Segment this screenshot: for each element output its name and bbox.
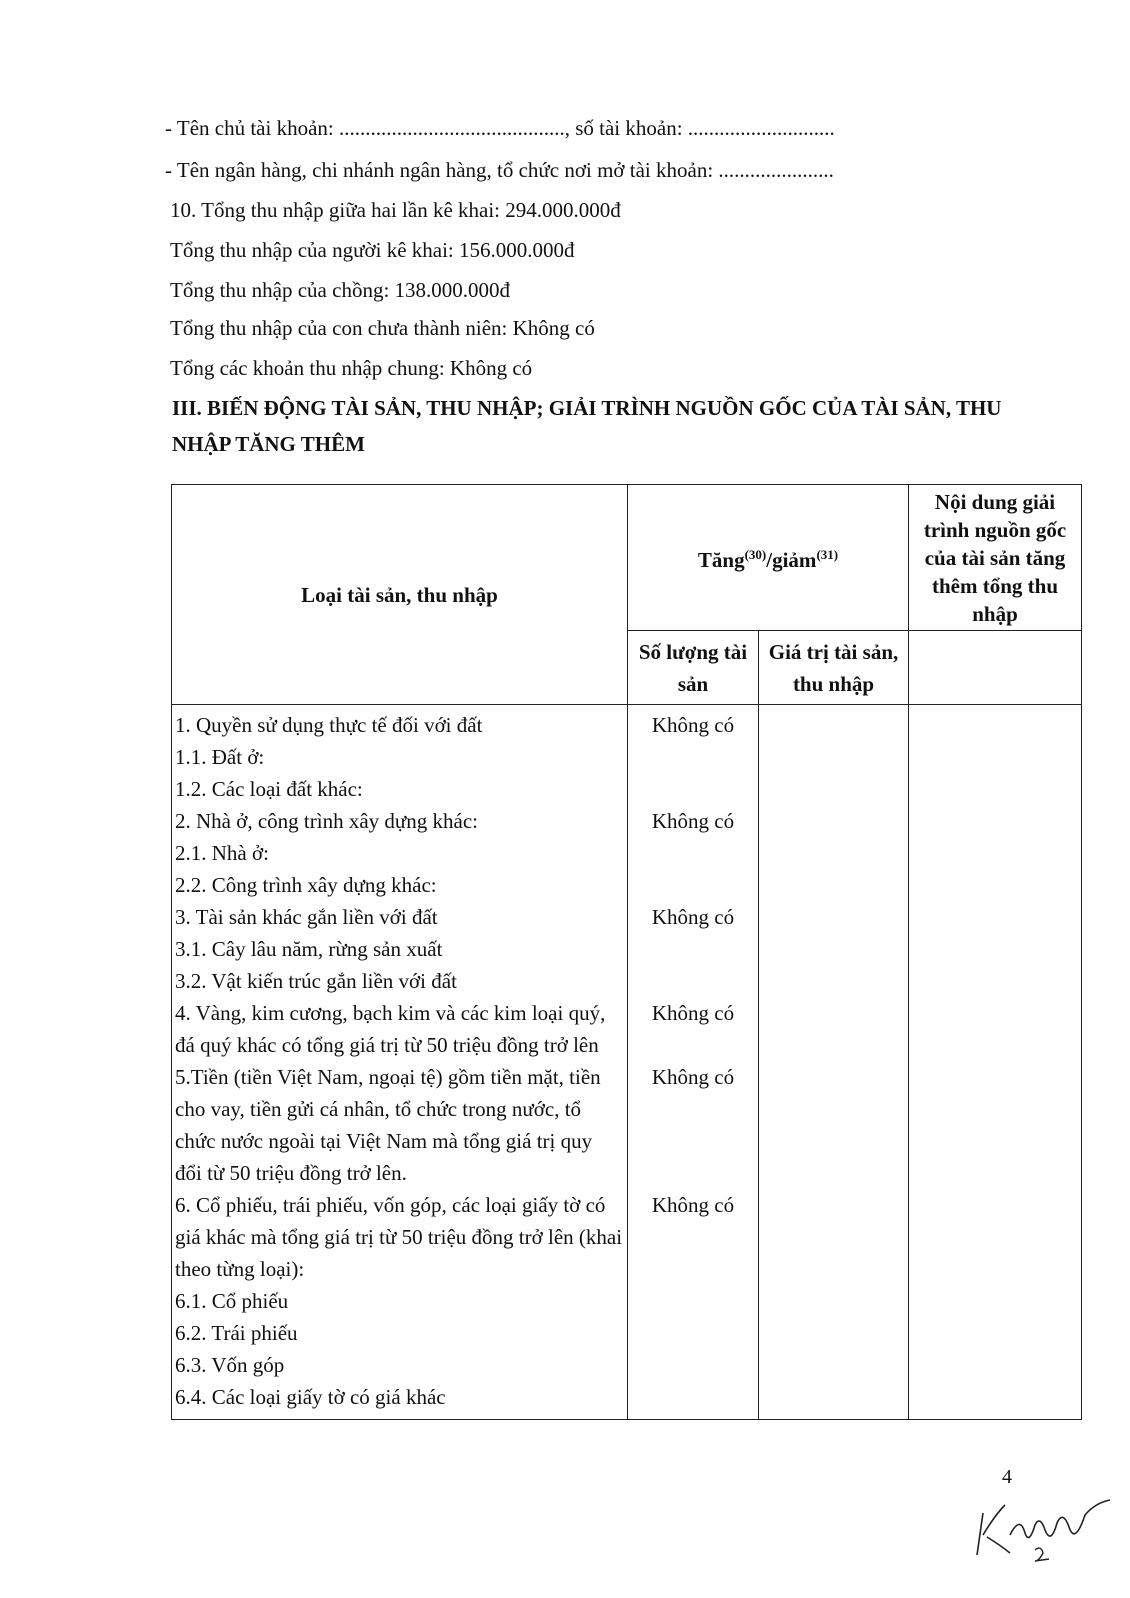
explanation-cell: [909, 901, 1082, 997]
quantity-cell: Không có: [628, 1061, 759, 1189]
asset-item: 3.1. Cây lâu năm, rừng sản xuất: [175, 937, 443, 961]
declarant-income-line: Tổng thu nhập của người kê khai: 156.000.000đ: [170, 238, 575, 262]
section-heading: III. BIẾN ĐỘNG TÀI SẢN, THU NHẬP; GIẢI TRÌNH NGUỒN GỐC CỦA TÀI SẢN, THU NHẬP TĂNG THÊM: [172, 396, 1002, 456]
joint-income-line: Tổng các khoản thu nhập chung: Không có: [170, 356, 533, 380]
value-cell: [759, 1189, 909, 1420]
table-row: [172, 1061, 1082, 1189]
table-row: [172, 1189, 1082, 1420]
account-holder-line: - Tên chủ tài khoản: ..........................................., số tài khoản: ............................: [165, 116, 835, 140]
table-row: [172, 705, 1082, 806]
asset-type-cell: [172, 705, 628, 806]
table-row: [172, 997, 1082, 1061]
header-value: Giá trị tài sản, thu nhập: [759, 631, 909, 705]
asset-item: 6.4. Các loại giấy tờ có giá khác: [175, 1385, 446, 1409]
asset-item: 1.1. Đất ở:: [175, 745, 265, 769]
asset-item: 6.3. Vốn góp: [175, 1353, 285, 1377]
asset-item: 5.Tiền (tiền Việt Nam, ngoại tệ) gồm tiền mặt, tiền cho vay, tiền gửi cá nhân, tổ chức trong nước, tổ chức nước ngoài tại Việt Nam mà tổng giá trị quy đổi từ 50 triệu đồng trở lên.: [175, 1065, 601, 1185]
asset-item: 2. Nhà ở, công trình xây dựng khác:: [175, 809, 479, 833]
asset-type-cell: [172, 901, 628, 997]
spouse-income-line: Tổng thu nhập của chồng: 138.000.000đ: [170, 278, 511, 302]
asset-item: 6.2. Trái phiếu: [175, 1321, 298, 1345]
asset-item: 2.2. Công trình xây dựng khác:: [175, 873, 437, 897]
value-cell: [759, 805, 909, 901]
value-cell: [759, 1061, 909, 1189]
asset-change-table: [171, 484, 1082, 1420]
explanation-cell: [909, 1189, 1082, 1420]
asset-item: 1.2. Các loại đất khác:: [175, 777, 363, 801]
explanation-cell: [909, 805, 1082, 901]
bank-line: - Tên ngân hàng, chi nhánh ngân hàng, tổ chức nơi mở tài khoản: ......................: [165, 158, 834, 182]
table-row: [172, 901, 1082, 997]
quantity-cell: Không có: [628, 1189, 759, 1420]
signature: [965, 1495, 1115, 1565]
asset-item: 6. Cổ phiếu, trái phiếu, vốn góp, các loại giấy tờ có giá khác mà tổng giá trị từ 50 triệu đồng trở lên (khai theo từng loại):: [175, 1193, 623, 1281]
explanation-cell: [909, 1061, 1082, 1189]
page-number: 4: [1002, 1466, 1012, 1488]
asset-type-cell: [172, 805, 628, 901]
asset-item: 3. Tài sản khác gắn liền với đất: [175, 905, 438, 929]
asset-type-cell: [172, 997, 628, 1061]
asset-type-cell: [172, 1189, 628, 1420]
value-cell: [759, 901, 909, 997]
asset-item: 1. Quyền sử dụng thực tế đối với đất: [175, 713, 483, 737]
quantity-cell: Không có: [628, 705, 759, 806]
asset-item: 2.1. Nhà ở:: [175, 841, 269, 865]
header-change: Tăng$^{(30)}$/giảm$^{(31)}$: [628, 485, 909, 631]
explanation-cell: [909, 997, 1082, 1061]
table-row: [172, 805, 1082, 901]
header-asset-type: Loại tài sản, thu nhập: [172, 485, 628, 705]
explanation-cell: [909, 705, 1082, 806]
asset-type-cell: [172, 1061, 628, 1189]
value-cell: [759, 705, 909, 806]
quantity-cell: Không có: [628, 901, 759, 997]
total-income-line: 10. Tổng thu nhập giữa hai lần kê khai: 294.000.000đ: [170, 198, 621, 222]
asset-item: 4. Vàng, kim cương, bạch kim và các kim loại quý, đá quý khác có tổng giá trị từ 50 triệu đồng trở lên: [175, 1001, 606, 1057]
header-quantity: Số lượng tài sản: [628, 631, 759, 705]
asset-item: 6.1. Cổ phiếu: [175, 1289, 289, 1313]
quantity-cell: Không có: [628, 997, 759, 1061]
minor-children-income-line: Tổng thu nhập của con chưa thành niên: Không có: [170, 316, 595, 340]
asset-item: 3.2. Vật kiến trúc gắn liền với đất: [175, 969, 457, 993]
header-explanation: Nội dung giải trình nguồn gốc của tài sản tăng thêm tổng thu nhập: [909, 485, 1082, 631]
quantity-cell: Không có: [628, 805, 759, 901]
value-cell: [759, 997, 909, 1061]
header-empty: [909, 631, 1082, 705]
